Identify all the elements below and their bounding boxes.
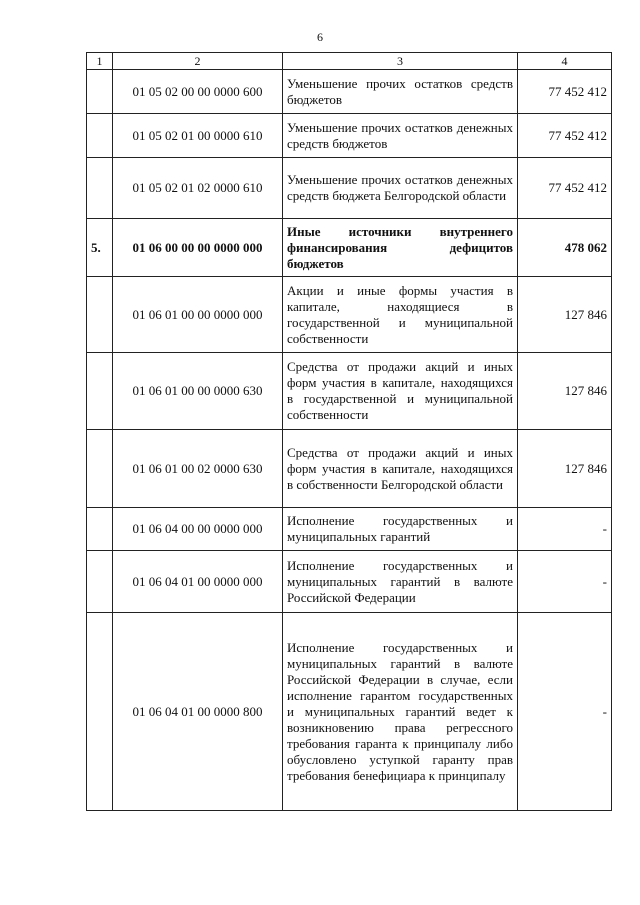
row-number	[87, 70, 113, 114]
row-number	[87, 277, 113, 353]
budget-code: 01 06 01 00 02 0000 630	[113, 430, 283, 508]
row-number	[87, 158, 113, 219]
amount: 127 846	[518, 353, 612, 430]
amount: 77 452 412	[518, 114, 612, 158]
source-description: Уменьшение прочих остатков денежных средств бюджетов	[283, 114, 518, 158]
column-header: 4	[518, 53, 612, 70]
row-number	[87, 353, 113, 430]
budget-sources-table	[86, 52, 612, 811]
amount: 478 062	[518, 219, 612, 277]
row-number: 5.	[87, 219, 113, 277]
source-description: Исполнение государственных и муниципальных гарантий в валюте Российской Федерации	[283, 551, 518, 613]
table-row	[87, 158, 612, 219]
table-row	[87, 430, 612, 508]
row-number	[87, 551, 113, 613]
column-header: 2	[113, 53, 283, 70]
table-row	[87, 508, 612, 551]
source-description: Акции и иные формы участия в капитале, находящиеся в государственной и муниципальной собственности	[283, 277, 518, 353]
budget-code: 01 05 02 01 00 0000 610	[113, 114, 283, 158]
budget-code: 01 06 04 01 00 0000 800	[113, 613, 283, 811]
source-description: Средства от продажи акций и иных форм участия в капитале, находящихся в собственности Белгородской области	[283, 430, 518, 508]
table-row	[87, 353, 612, 430]
budget-code: 01 05 02 00 00 0000 600	[113, 70, 283, 114]
table-row	[87, 277, 612, 353]
budget-code: 01 06 04 01 00 0000 000	[113, 551, 283, 613]
table-row	[87, 613, 612, 811]
amount: -	[518, 613, 612, 811]
amount: 127 846	[518, 430, 612, 508]
table-row	[87, 70, 612, 114]
source-description: Уменьшение прочих остатков средств бюджетов	[283, 70, 518, 114]
table-row	[87, 219, 612, 277]
row-number	[87, 114, 113, 158]
amount: -	[518, 508, 612, 551]
source-description: Исполнение государственных и муниципальных гарантий в валюте Российской Федерации в случае, если исполнение гарантом государственных и муниципальных гарантий ведет к возникновению права регрессного требования гаранта к принципалу либо обусловлено уступкой гаранту прав требования бенефициара к принципалу	[283, 613, 518, 811]
amount: -	[518, 551, 612, 613]
row-number	[87, 508, 113, 551]
source-description: Исполнение государственных и муниципальных гарантий	[283, 508, 518, 551]
budget-code: 01 06 04 00 00 0000 000	[113, 508, 283, 551]
budget-code: 01 06 01 00 00 0000 000	[113, 277, 283, 353]
row-number	[87, 430, 113, 508]
page-number: 6	[317, 30, 323, 44]
source-description: Уменьшение прочих остатков денежных средств бюджета Белгородской области	[283, 158, 518, 219]
table-header-row	[87, 53, 612, 70]
source-description: Иные источники внутреннего финансирования дефицитов бюджетов	[283, 219, 518, 277]
row-number	[87, 613, 113, 811]
table-row	[87, 551, 612, 613]
amount: 77 452 412	[518, 158, 612, 219]
source-description: Средства от продажи акций и иных форм участия в капитале, находящихся в государственной и муниципальной собственности	[283, 353, 518, 430]
budget-code: 01 05 02 01 02 0000 610	[113, 158, 283, 219]
amount: 127 846	[518, 277, 612, 353]
table-row	[87, 114, 612, 158]
column-header: 3	[283, 53, 518, 70]
budget-code: 01 06 00 00 00 0000 000	[113, 219, 283, 277]
amount: 77 452 412	[518, 70, 612, 114]
column-header: 1	[87, 53, 113, 70]
budget-code: 01 06 01 00 00 0000 630	[113, 353, 283, 430]
